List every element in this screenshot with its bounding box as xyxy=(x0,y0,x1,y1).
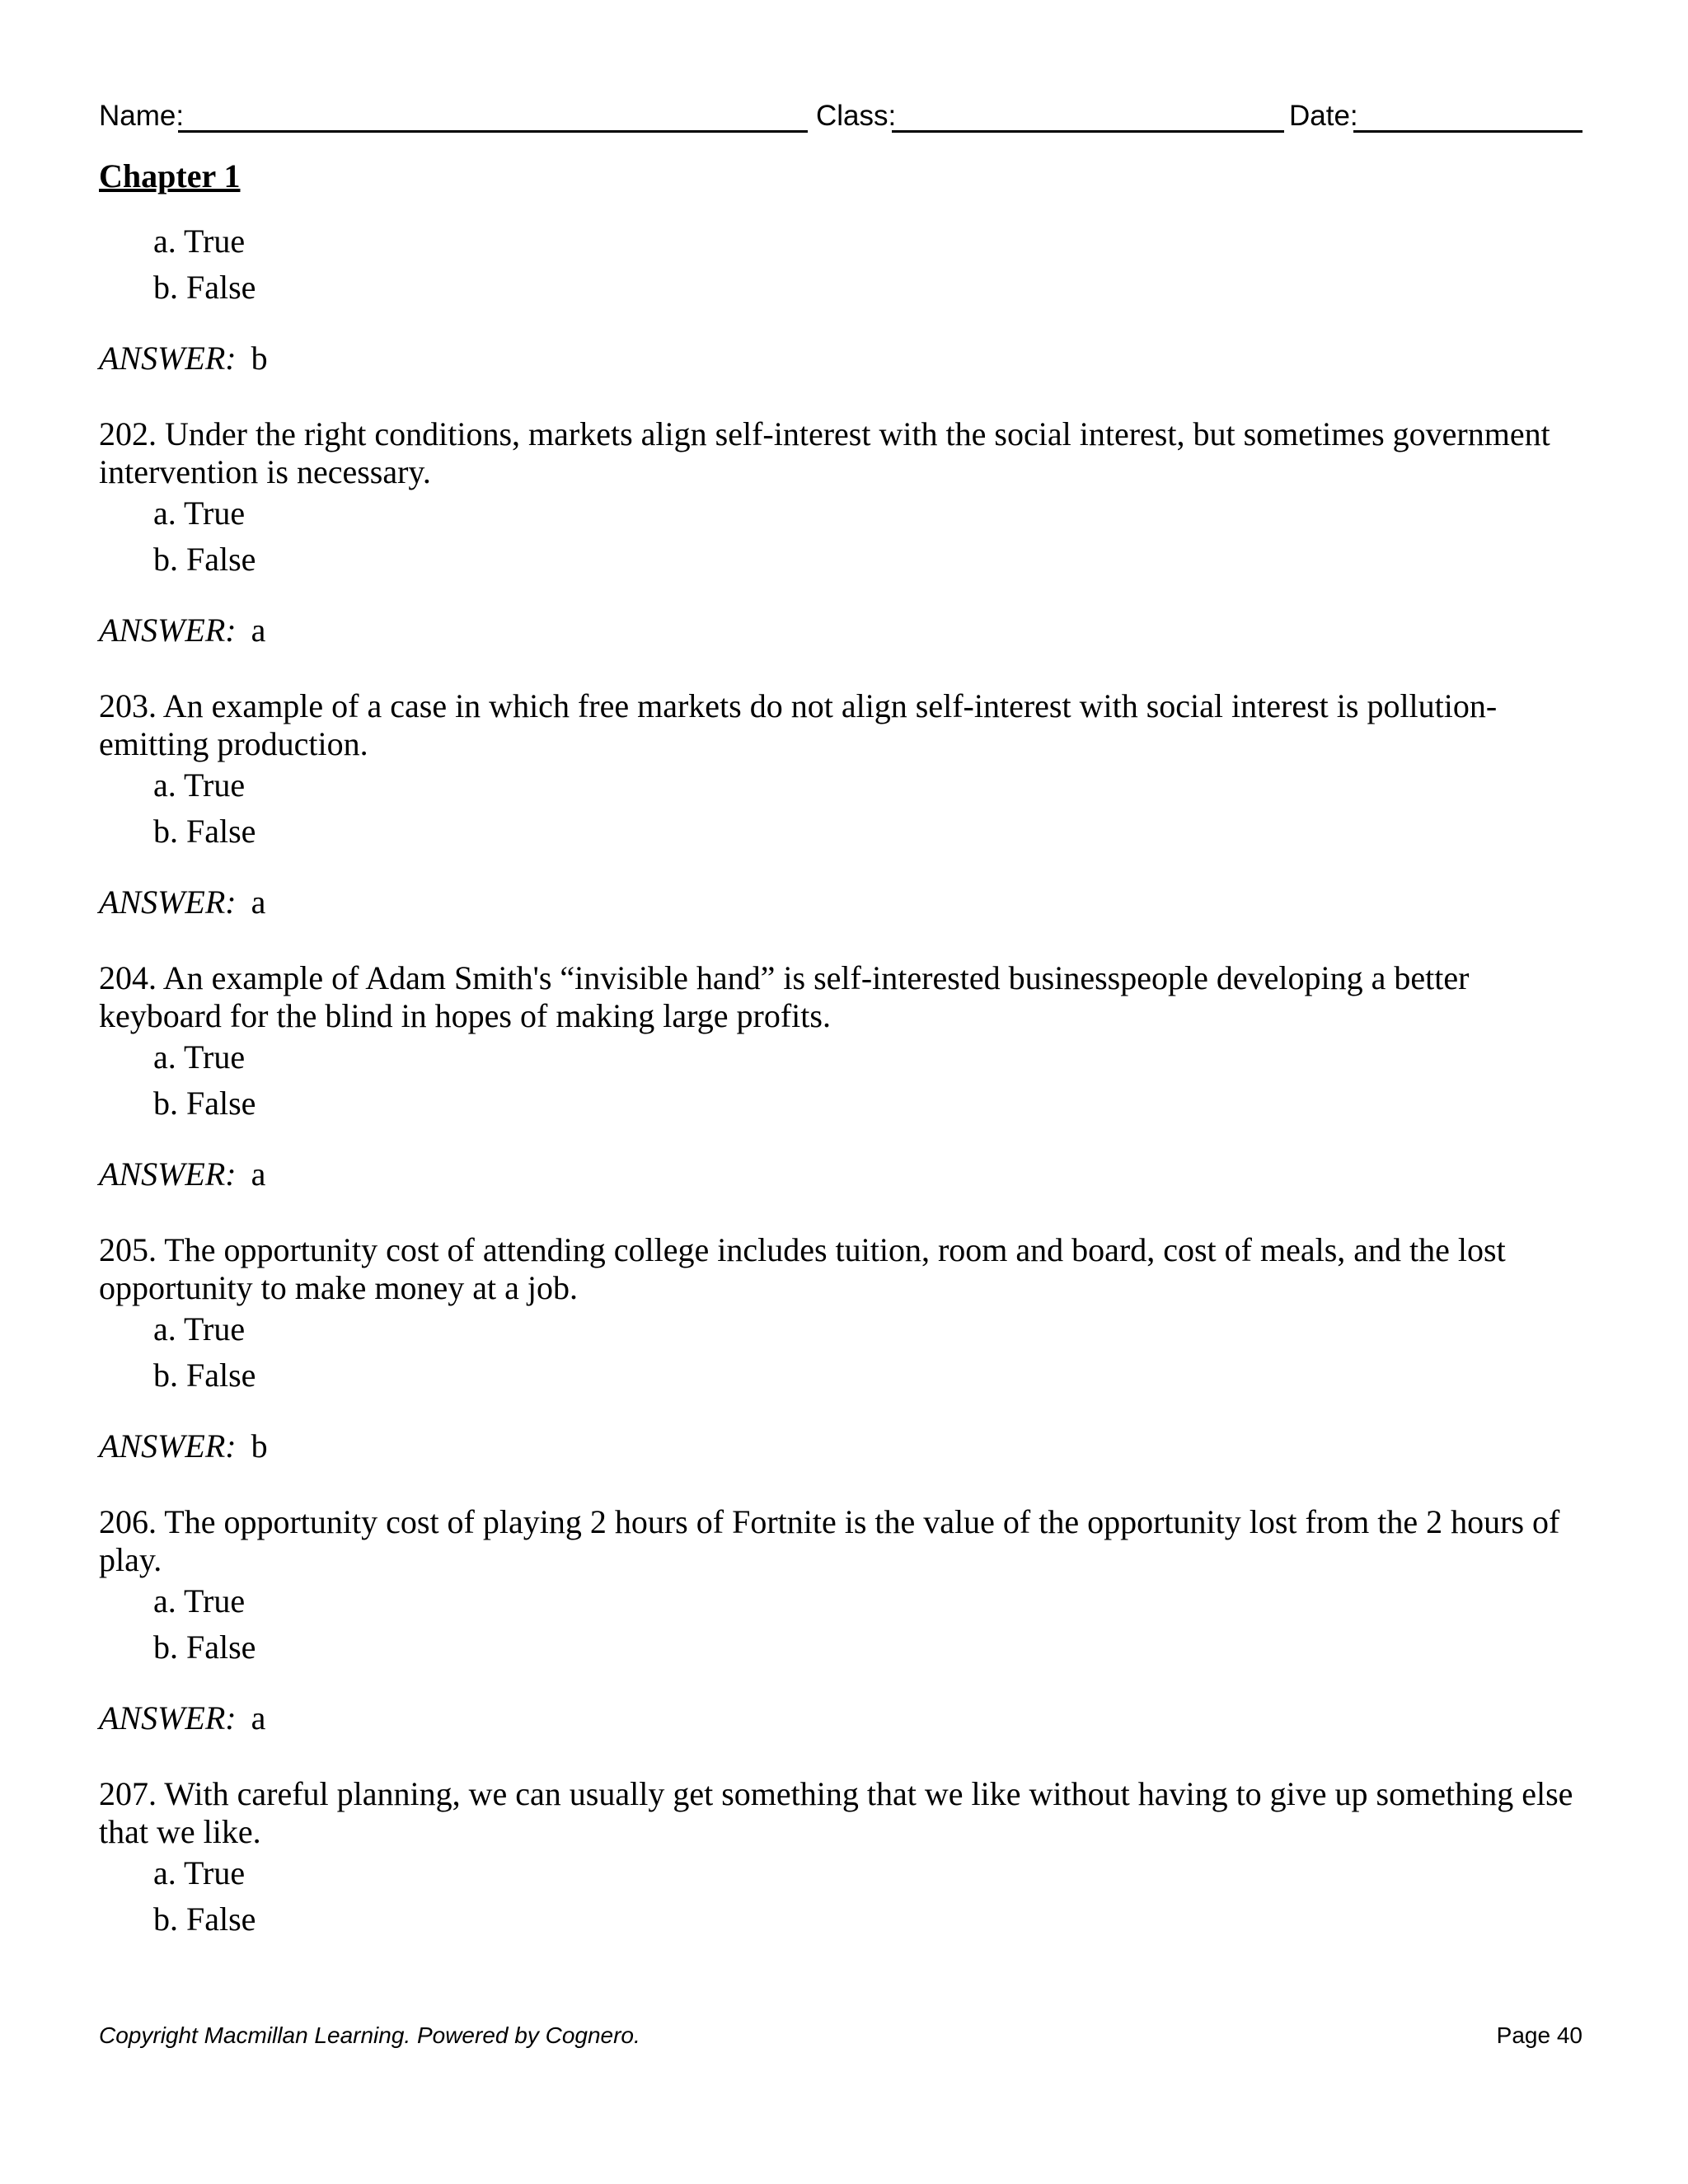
option-a: a. True xyxy=(153,494,246,532)
copyright-footer: Copyright Macmillan Learning. Powered by Cognero. xyxy=(99,2022,640,2048)
question-text: 203. An example of a case in which free markets do not align self-interest with social interest is pollution-emitting production. xyxy=(99,687,1498,762)
name-blank-line xyxy=(178,130,808,133)
class-blank-line xyxy=(892,130,1284,133)
question-text: 202. Under the right conditions, markets align self-interest with the social interest, but sometimes government intervention is necessary. xyxy=(99,415,1550,490)
answer-value: b xyxy=(251,340,268,377)
option-b: b. False xyxy=(153,1629,256,1666)
option-a: a. True xyxy=(153,1310,246,1347)
chapter-title: Chapter 1 xyxy=(99,157,241,194)
option-b: b. False xyxy=(153,541,256,578)
answer-line xyxy=(99,1427,268,1465)
option-b: b. False xyxy=(153,269,256,306)
answer-line xyxy=(99,340,268,377)
question-text: 207. With careful planning, we can usually get something that we like without having to give up something else that we like. xyxy=(99,1775,1573,1850)
question-text: 204. An example of Adam Smith's “invisible hand” is self-interested businesspeople developing a better keyboard for the blind in hopes of making large profits. xyxy=(99,959,1470,1034)
option-a: a. True xyxy=(153,766,246,804)
option-a: a. True xyxy=(153,1854,246,1891)
question-text: 205. The opportunity cost of attending college includes tuition, room and board, cost of meals, and the lost opportunity to make money at a job. xyxy=(99,1231,1506,1306)
date-label: Date: xyxy=(1289,100,1358,132)
option-b: b. False xyxy=(153,813,256,850)
option-b: b. False xyxy=(153,1900,256,1938)
answer-label: ANSWER: xyxy=(99,1155,237,1193)
answer-value: b xyxy=(251,1427,268,1465)
option-a: a. True xyxy=(153,223,246,260)
option-a: a. True xyxy=(153,1582,246,1619)
student-info-header xyxy=(99,97,1582,135)
answer-label: ANSWER: xyxy=(99,883,237,921)
answer-line xyxy=(99,612,265,649)
answer-label: ANSWER: xyxy=(99,1699,237,1736)
answer-line xyxy=(99,1155,265,1193)
option-a: a. True xyxy=(153,1038,246,1076)
answer-line xyxy=(99,1699,265,1737)
question-text: 206. The opportunity cost of playing 2 hours of Fortnite is the value of the opportunity lost from the 2 hours of play. xyxy=(99,1503,1560,1578)
answer-value: a xyxy=(251,883,266,921)
answer-label: ANSWER: xyxy=(99,1427,237,1465)
answer-value: a xyxy=(251,1699,266,1736)
name-label: Name: xyxy=(99,100,185,132)
answer-line xyxy=(99,883,265,921)
answer-value: a xyxy=(251,612,266,649)
option-b: b. False xyxy=(153,1357,256,1394)
answer-value: a xyxy=(251,1155,266,1193)
class-label: Class: xyxy=(816,100,897,132)
answer-label: ANSWER: xyxy=(99,612,237,649)
option-b: b. False xyxy=(153,1085,256,1122)
page-number: Page 40 xyxy=(1496,2022,1582,2048)
answer-label: ANSWER: xyxy=(99,340,237,377)
date-blank-line xyxy=(1353,130,1582,133)
